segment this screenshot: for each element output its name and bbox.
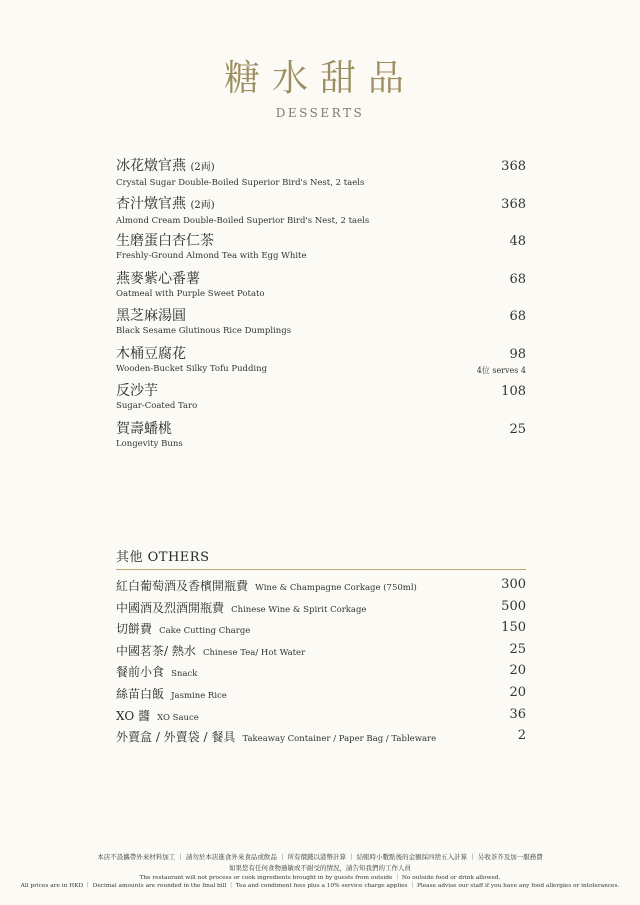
charge-item: [116, 598, 526, 620]
charge-price: 20: [509, 663, 526, 679]
charge-name-english: Jasmine Rice: [171, 690, 227, 701]
item-name-english: Longevity Buns: [116, 438, 183, 449]
item-name-english: Wooden-Bucket Silky Tofu Pudding: [116, 363, 268, 374]
menu-item: [116, 157, 526, 195]
charge-name-chinese: 中國酒及烈酒開瓶費: [116, 600, 225, 615]
menu-item: [116, 382, 526, 420]
charge-price: 36: [509, 706, 526, 722]
item-price: 98: [509, 346, 526, 362]
page-title-english: DESSERTS: [275, 106, 365, 120]
item-price: 25: [509, 421, 526, 437]
item-serving-note: 4位 serves 4: [476, 365, 526, 375]
menu-item: [116, 420, 526, 458]
charge-price: 20: [509, 684, 526, 700]
item-name-english: Sugar-Coated Taro: [116, 401, 198, 411]
footer-policy-chinese: 本店不設攜帶外來材料加工 ｜ 請勿於本店進食外來食品或飲品 ｜ 所有價錢以港幣計算 ｜ 結帳時小數點後的金額採四捨五入計算 ｜ 另收茶芥及加一服務費: [97, 853, 543, 861]
charge-name-chinese: 中國茗茶/ 熱水: [116, 643, 196, 658]
item-name-chinese: 賀壽蟠桃: [116, 420, 172, 437]
item-name-english: Freshly-Ground Almond Tea with Egg White: [116, 251, 307, 261]
charge-name-chinese: XO 醬: [116, 708, 150, 723]
menu-item: [116, 232, 526, 270]
charge-item: [116, 641, 526, 663]
item-name-english: Oatmeal with Purple Sweet Potato: [116, 288, 265, 299]
footer-pricing-english: All prices are in HKD ｜ Decimal amounts are rounded in the final bill ｜ Tea and condiment fees plus a 10% service charge applies ｜ Please advise our staff if you have any food allergies or intolerances.: [20, 883, 620, 889]
charge-item: [116, 662, 526, 684]
item-name-chinese: 黑芝麻湯圓: [116, 308, 186, 324]
charge-name-english: Chinese Tea/ Hot Water: [202, 647, 306, 658]
charge-item: [116, 727, 526, 749]
item-price: 108: [501, 384, 526, 399]
charge-item: [116, 706, 526, 728]
item-name-chinese: 木桶豆腐花: [116, 345, 186, 362]
item-name-chinese: 生磨蛋白杏仁茶: [116, 233, 214, 249]
charge-name-chinese: 外賣盒 / 外賣袋 / 餐具: [116, 730, 236, 745]
charge-item: [116, 576, 526, 598]
charge-price: 25: [509, 641, 526, 657]
charge-name-english: Chinese Wine & Spirit Corkage: [231, 604, 367, 615]
item-price: 368: [501, 196, 526, 212]
charge-name-chinese: 餐前小食: [116, 665, 165, 680]
charge-item: [116, 684, 526, 706]
charge-name-chinese: 紅白葡萄酒及香檳開瓶費: [116, 579, 249, 593]
charge-name-english: Wine & Champagne Corkage (750ml): [255, 583, 417, 593]
charge-name-english: Takeaway Container / Paper Bag / Tableware: [242, 734, 437, 745]
charge-price: 300: [501, 577, 526, 592]
item-name-english: Crystal Sugar Double-Boiled Superior Bird's Nest, 2 taels: [116, 178, 365, 188]
page-title-chinese: 糖水甜品: [223, 58, 416, 99]
charge-price: 150: [501, 620, 526, 636]
charge-name-english: Snack: [171, 669, 198, 680]
charge-item: [116, 619, 526, 641]
charge-name-chinese: 絲苗白飯: [116, 686, 165, 701]
others-list: [116, 576, 526, 749]
dessert-list: [116, 157, 526, 457]
charge-price: 500: [501, 598, 526, 614]
charge-name-english: Cake Cutting Charge: [159, 626, 251, 637]
item-quantity: (2両): [190, 199, 215, 211]
footer-outside-food-english: The restaurant will not process or cook ingredients brought in by guests from outside ｜ No outside food or drink allowed.: [139, 875, 501, 881]
item-name-english: Almond Cream Double-Boiled Superior Bird's Nest, 2 taels: [116, 215, 370, 226]
charge-price: 2: [517, 728, 526, 744]
item-price: 368: [501, 159, 526, 174]
item-name-chinese: 反沙芋: [116, 383, 158, 399]
others-section-heading: 其他 OTHERS: [116, 546, 526, 570]
item-price: 68: [509, 309, 526, 324]
menu-item: [116, 195, 526, 233]
menu-item: [116, 345, 526, 383]
menu-item: [116, 307, 526, 345]
item-price: 68: [509, 271, 526, 287]
item-quantity: (2両): [190, 162, 215, 173]
charge-name-chinese: 切餅費: [116, 622, 153, 637]
item-price: 48: [509, 234, 526, 249]
charge-name-english: XO Sauce: [157, 712, 199, 723]
menu-item: [116, 270, 526, 308]
item-name-chinese: 杏汁燉官燕: [116, 195, 186, 212]
item-name-chinese: 冰花燉官燕: [116, 158, 186, 174]
item-name-chinese: 燕麥紫心番薯: [116, 270, 200, 287]
item-name-english: Black Sesame Glutinous Rice Dumplings: [116, 326, 292, 336]
footer-allergy-chinese: 如果您有任何食物過敏或不耐受的情況，請告知我們的工作人員: [229, 864, 411, 872]
